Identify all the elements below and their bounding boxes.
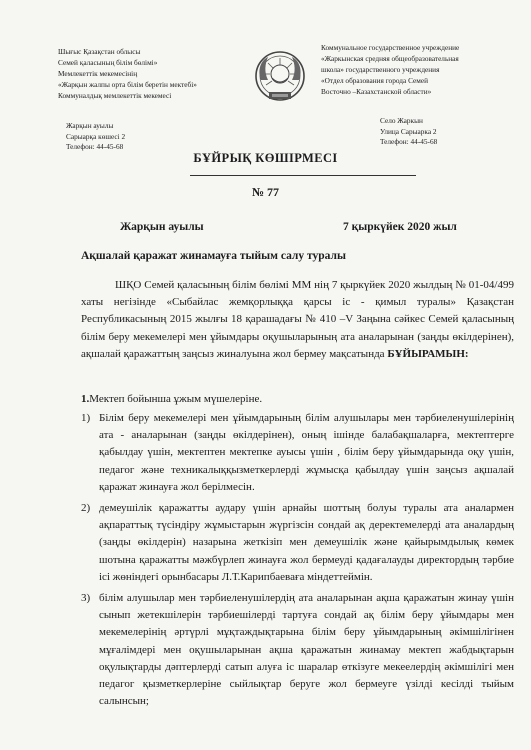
- item-marker: 2): [81, 502, 91, 515]
- list-item: [81, 590, 514, 710]
- header-left-line: Семей қаласының білім бөлімі»: [58, 58, 158, 67]
- item-marker: 3): [81, 592, 91, 605]
- state-emblem-icon: [252, 50, 308, 108]
- header-russian: [321, 42, 506, 97]
- item-marker: 1): [81, 412, 91, 424]
- section-heading: [81, 393, 262, 405]
- preamble-text: ШҚО Семей қаласының білім бөлімі ММ нің 7 қыркүйек 2020 жылдың № 01-04/499 хаты негізінде «Сыбайлас жемқорлыққа қарсы іс - қимыл туралы» Қазақстан Республикасының 2015 жылғы 18 қарашадағы № 410 –V Заңына сәйкес Семей қаласының білім беру мекемелері мен ұйымдары оқушыларының ата аналарынан (заңды өкілдерінен), ақшалай қаражаттың заңсыз жиналуына жол бермеу мақсатында: [81, 279, 514, 360]
- item-text: білім алушылар мен тәрбиеленушілердің ата аналарынан ақша қаражатын жинау үшін сынып жетекшілерін тәрбиешілерді тартуға сондай ақ білім беру ұйымдары мен мекемелерінің әртүрлі мұқтаждықтарына білім беру ұйымдарының әкімшілігінен мұғалімдері мен оқушыларынан ақша қаражатын жинамау мектеп жабдықтарын оқулықтарды дәптерлерді сатып алуға іс шаралар өткізуге мекеелердің әкімшілігі мен педагог қызметкерлеріне сыйлықтар беруге жол бермеуге үзілді кесілді тыйым салынсын;: [99, 592, 514, 708]
- address-line: Телефон: 44-45-68: [380, 137, 438, 146]
- order-date: 7 қыркүйек 2020 жыл: [343, 221, 457, 233]
- order-keyword: БҰЙЫРАМЫН:: [387, 347, 469, 360]
- address-line: Сарыарқа көшесі 2: [66, 131, 126, 141]
- list-item: [81, 410, 514, 496]
- address-russian: [380, 116, 437, 148]
- preamble-paragraph: [81, 277, 514, 363]
- header-left-line: Шығыс Қазақстан облысы: [58, 47, 141, 56]
- order-number: № 77: [251, 185, 280, 199]
- header-right-line: «Жаркынская средняя общеобразовательная: [321, 54, 459, 63]
- header-right-line: Восточно –Казахстанской области»: [321, 87, 432, 96]
- address-kazakh: [66, 121, 125, 153]
- item-text: демеушілік қаражатты аудару үшін арнайы шоттың болуы туралы ата аналармен ақпараттық түсіндіру жұмыстарын жүргізсін сондай ақ деректемелерді ата аналардың (заңды өкілдерін) назарына жеткізіп мен демеушілік және қайырымдылық көмек шотына қаражатты мәжбүрлеп жинауға жол бермеуді қадағалауды директордың тәрбие ісі жөніндегі орынбасары Л.Т.Карипбаеваға міндеттеймін.: [99, 502, 514, 583]
- address-line: Улица Сарыарка 2: [380, 126, 437, 136]
- address-line: Село Жаркын: [380, 116, 423, 125]
- address-line: Телефон: 44-45-68: [66, 142, 124, 151]
- title-rule: [190, 175, 416, 176]
- order-subject: Ақшалай қаражат жинамауға тыйым салу туралы: [81, 250, 346, 262]
- section-label: Мектеп бойынша ұжым мүшелеріне.: [89, 393, 263, 405]
- header-left-line: Коммуналдық мемлекеттік мекемесі: [58, 91, 172, 100]
- item-text: Білім беру мекемелері мен ұйымдарының білім алушылары мен тәрбиеленушілерінің ата - аналарынан (заңды өкілдерінен), оның ішінде балабақшаларға, мектептерге қабылдау үшін, мектептен мектепке ауысы үшін , білім беру ұйымдарында оқу үшін, педагог және техникалыққызметкерлерді жұмысқа қабылдау үшін заңсыз ақшалай қаражат жинауға жол берілмесін.: [99, 412, 514, 493]
- header-left-line: Мемлекеттік мекемесінің: [58, 69, 138, 78]
- header-right-line: Коммунальное государственное учреждение: [321, 43, 460, 52]
- document-title: БҰЙРЫҚ КӨШІРМЕСІ: [193, 151, 338, 165]
- header-left-line: «Жарқын жалпы орта білім беретін мектебі»: [58, 80, 197, 89]
- order-items: [81, 410, 514, 714]
- order-place: Жарқын ауылы: [120, 221, 204, 233]
- header-right-line: «Отдел образования города Семей: [321, 76, 429, 85]
- header-right-line: школа» государственного учреждения: [321, 65, 440, 74]
- section-number: 1.: [81, 393, 90, 405]
- list-item: [81, 500, 514, 586]
- address-line: Жарқын ауылы: [66, 121, 114, 130]
- header-kazakh: [58, 46, 233, 101]
